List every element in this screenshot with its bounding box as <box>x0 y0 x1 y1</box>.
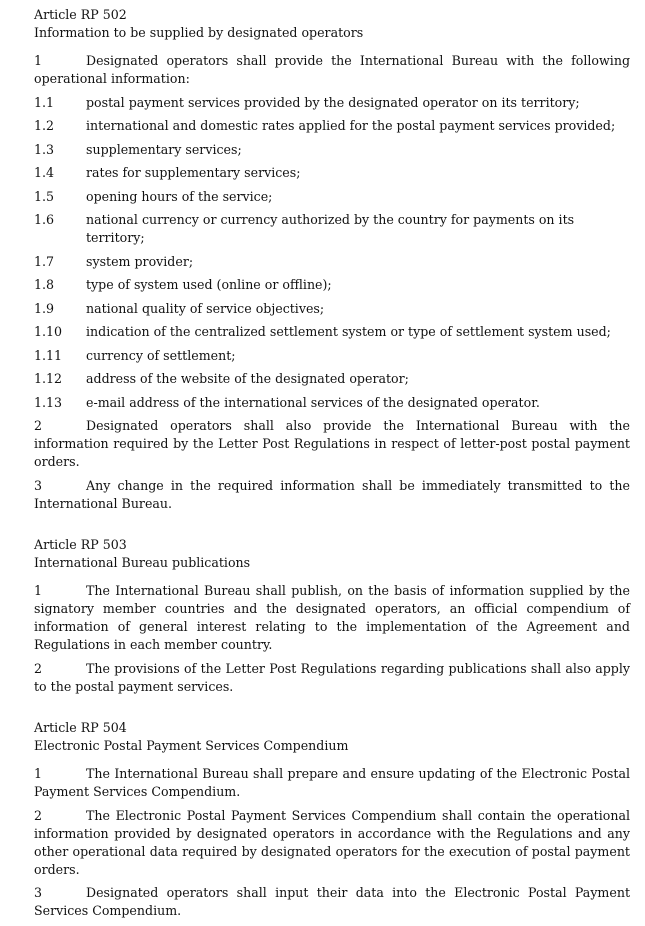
list-item <box>34 347 630 365</box>
item-number: 1.12 <box>34 371 63 386</box>
item-text: national currency or currency authorized by the country for payments on its territory; <box>86 212 575 245</box>
list-item <box>34 276 630 294</box>
item-number: 1.3 <box>34 141 55 157</box>
list-item <box>34 117 630 135</box>
paragraph-text: Any change in the required information shall be immediately transmitted to the International Bureau. <box>34 477 630 511</box>
list-item <box>34 370 630 388</box>
item-list <box>34 94 630 412</box>
item-text: type of system used (online or offline); <box>86 277 332 292</box>
item-text: system provider; <box>86 253 194 269</box>
list-item <box>34 253 630 271</box>
item-text: currency of settlement; <box>86 347 236 363</box>
paragraph <box>34 660 630 696</box>
article-rp-502 <box>34 6 630 513</box>
paragraph-text: Designated operators shall input their data into the Electronic Postal Payment Services Compendium. <box>34 885 630 918</box>
item-text: opening hours of the service; <box>86 188 273 204</box>
article-rp-504 <box>34 719 630 920</box>
item-number: 1.8 <box>34 277 55 292</box>
paragraph-number: 2 <box>34 418 43 433</box>
paragraph-text: Designated operators shall also provide the International Bureau with the information required by the Letter Post Regulations in respect of letter-post postal payment orders. <box>34 418 630 469</box>
paragraph-text: Designated operators shall provide the International Bureau with the following operational information: <box>34 53 630 86</box>
paragraph-number: 1 <box>34 583 43 598</box>
item-number: 1.4 <box>34 165 55 180</box>
item-number: 1.13 <box>34 394 63 410</box>
paragraph <box>34 884 630 920</box>
article-title: Information to be supplied by designated operators <box>34 25 364 40</box>
paragraph <box>34 477 630 513</box>
list-item <box>34 300 630 318</box>
item-number: 1.6 <box>34 212 55 227</box>
list-item <box>34 394 630 412</box>
item-number: 1.7 <box>34 253 55 269</box>
list-item <box>34 164 630 182</box>
article-number: Article RP 502 <box>34 7 127 22</box>
article-number: Article RP 503 <box>34 537 127 552</box>
article-number: Article RP 504 <box>34 720 127 735</box>
item-text: rates for supplementary services; <box>86 165 301 180</box>
article-title: International Bureau publications <box>34 555 251 570</box>
paragraph <box>34 52 630 88</box>
list-item <box>34 211 630 247</box>
item-number: 1.5 <box>34 188 55 204</box>
item-text: indication of the centralized settlement system or type of settlement system used; <box>86 324 611 339</box>
article-title: Electronic Postal Payment Services Compendium <box>34 738 349 753</box>
item-number: 1.2 <box>34 118 55 133</box>
article-rp-503 <box>34 536 630 696</box>
paragraph-number: 2 <box>34 660 43 676</box>
list-item <box>34 188 630 206</box>
paragraph-number: 3 <box>34 477 43 493</box>
paragraph-number: 1 <box>34 766 43 781</box>
item-number: 1.10 <box>34 324 63 339</box>
paragraph <box>34 765 630 801</box>
paragraph-text: The International Bureau shall publish, on the basis of information supplied by the signatory member countries and the designated operators, an official compendium of information of general interest relating to the implementation of the Agreement and Regulations in each member country. <box>34 583 630 652</box>
item-text: supplementary services; <box>86 141 242 157</box>
list-item <box>34 141 630 159</box>
item-text: e-mail address of the international services of the designated operator. <box>86 394 540 410</box>
paragraph <box>34 417 630 471</box>
paragraph <box>34 582 630 654</box>
paragraph-text: The Electronic Postal Payment Services Compendium shall contain the operational information provided by designated operators in accordance with the Regulations and any other operational data required by designated operators for the execution of postal payment orders. <box>34 807 630 877</box>
paragraph <box>34 807 630 879</box>
paragraph-number: 2 <box>34 807 43 823</box>
list-item <box>34 323 630 341</box>
paragraph-text: The provisions of the Letter Post Regulations regarding publications shall also apply to the postal payment services. <box>34 660 630 694</box>
item-text: postal payment services provided by the designated operator on its territory; <box>86 94 580 110</box>
item-number: 1.1 <box>34 94 55 110</box>
paragraph-number: 1 <box>34 53 43 68</box>
item-text: address of the website of the designated operator; <box>86 371 409 386</box>
paragraph-number: 3 <box>34 885 43 900</box>
item-text: international and domestic rates applied for the postal payment services provided; <box>86 118 616 133</box>
document-page <box>34 6 630 926</box>
item-text: national quality of service objectives; <box>86 300 325 316</box>
item-number: 1.11 <box>34 347 63 363</box>
item-number: 1.9 <box>34 300 55 316</box>
list-item <box>34 94 630 112</box>
paragraph-text: The International Bureau shall prepare and ensure updating of the Electronic Postal Payment Services Compendium. <box>34 766 630 799</box>
